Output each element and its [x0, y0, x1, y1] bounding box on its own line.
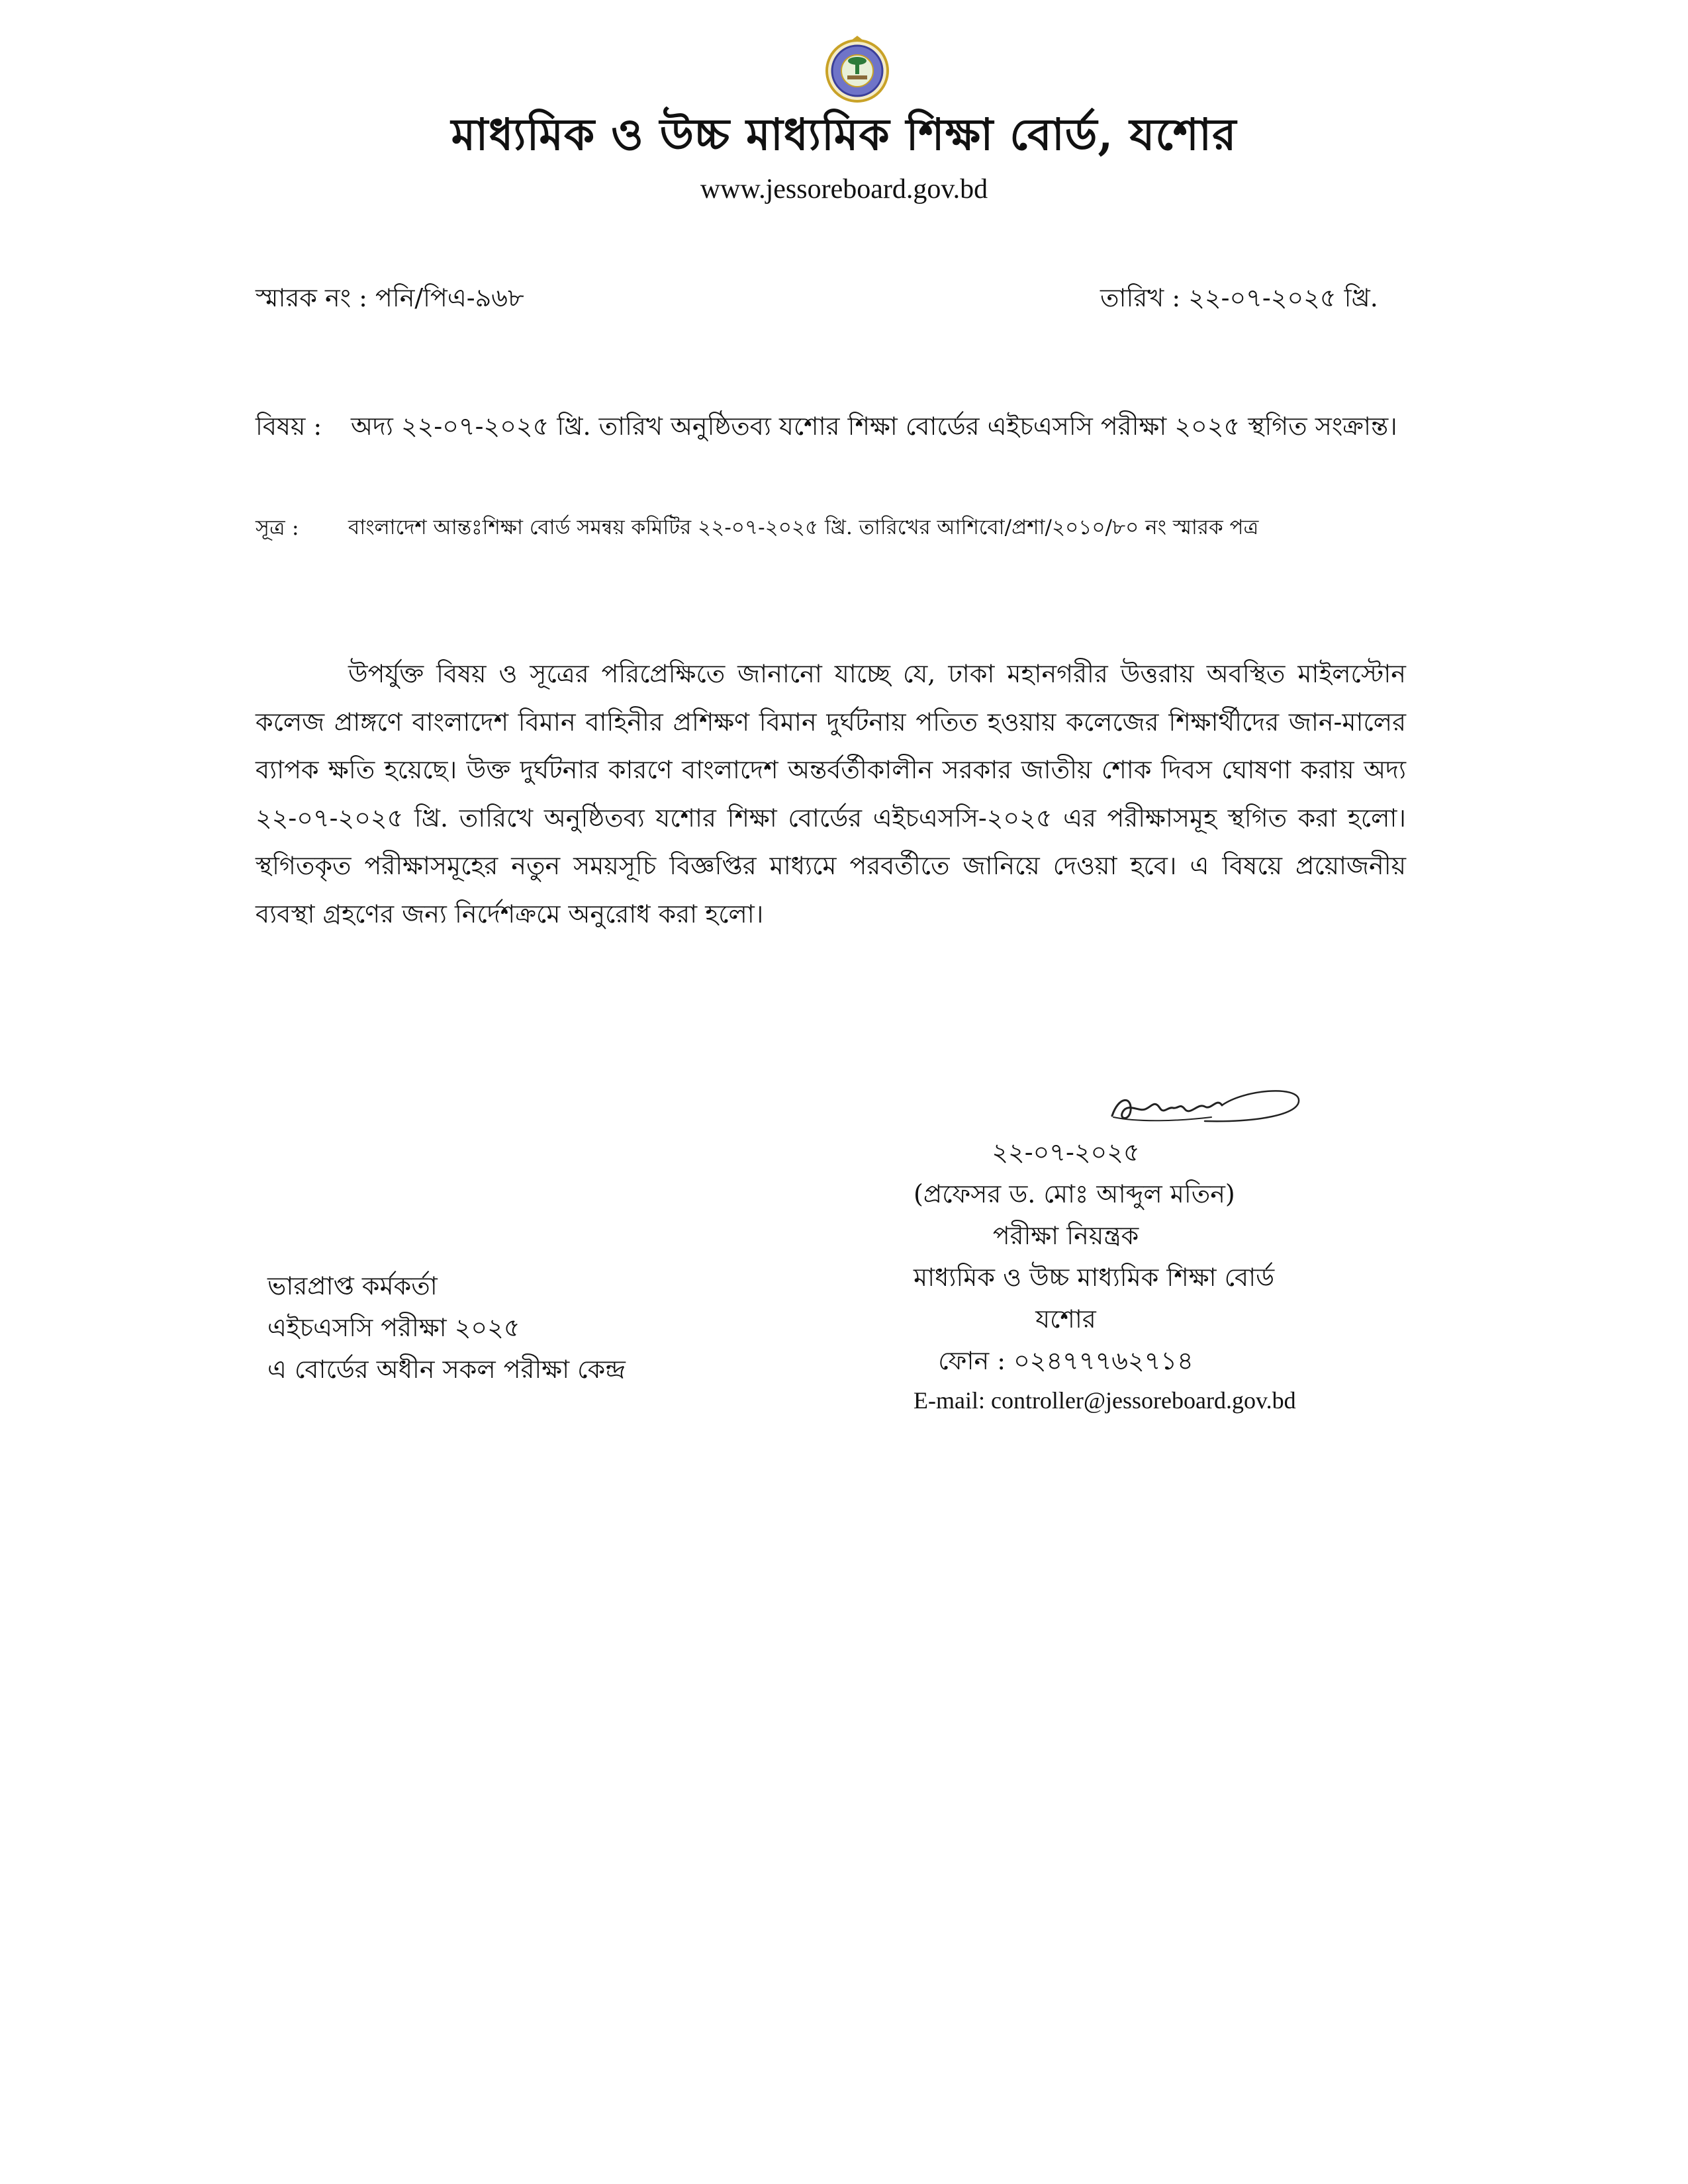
signature-date: ২২-০৭-২০২৫	[992, 1138, 1140, 1167]
memo-number: স্মারক নং : পনি/পিএ-৯৬৮	[256, 283, 524, 312]
handwritten-signature	[1099, 1083, 1311, 1136]
reference-label: সূত্র :	[256, 515, 299, 540]
reference-text: বাংলাদেশ আন্তঃশিক্ষা বোর্ড সমন্বয় কমিটির ২২-০৭-২০২৫ খ্রি. তারিখের আশিবো/প্রশা/২০১০/৮০ নং স্মারক পত্র	[348, 516, 1259, 539]
signatory-designation: পরীক্ষা নিয়ন্ত্রক	[992, 1221, 1139, 1250]
signatory-block	[914, 1132, 1296, 1419]
board-title: মাধ্যমিক ও উচ্চ মাধ্যমিক শিক্ষা বোর্ড, যশোর	[451, 109, 1237, 160]
recipient-line: এ বোর্ডের অধীন সকল পরীক্ষা কেন্দ্র	[267, 1355, 626, 1384]
board-website: www.jessoreboard.gov.bd	[700, 174, 988, 205]
signatory-email: E-mail: controller@jessoreboard.gov.bd	[914, 1387, 1296, 1414]
recipient-list	[267, 1265, 626, 1390]
signatory-name: (প্রফেসর ড. মোঃ আব্দুল মতিন)	[914, 1179, 1235, 1208]
recipient-line: এইচএসসি পরীক্ষা ২০২৫	[267, 1313, 520, 1342]
subject-label: বিষয় :	[256, 412, 322, 441]
recipient-line: ভারপ্রাপ্ত কর্মকর্তা	[267, 1271, 438, 1300]
signatory-phone: ফোন : ০২৪৭৭৭৬২৭১৪	[938, 1346, 1194, 1375]
signatory-organization: মাধ্যমিক ও উচ্চ মাধ্যমিক শিক্ষা বোর্ড	[914, 1263, 1275, 1292]
memo-date: তারিখ : ২২-০৭-২০২৫ খ্রি.	[1100, 283, 1378, 312]
signatory-city: যশোর	[1035, 1304, 1096, 1334]
body-paragraph: উপর্যুক্ত বিষয় ও সূত্রের পরিপ্রেক্ষিতে জানানো যাচ্ছে যে, ঢাকা মহানগরীর উত্তরায় অবস্থিত মাইলস্টোন কলেজ প্রাঙ্গণে বাংলাদেশ বিমান বাহিনীর প্রশিক্ষণ বিমান দুর্ঘটনায় পতিত হওয়ায় কলেজের শিক্ষার্থীদের জান-মালের ব্যাপক ক্ষতি হয়েছে। উক্ত দুর্ঘটনার কারণে বাংলাদেশ অন্তর্বর্তীকালীন সরকার জাতীয় শোক দিবস ঘোষণা করায় অদ্য ২২-০৭-২০২৫ খ্রি. তারিখে অনুষ্ঠিতব্য যশোর শিক্ষা বোর্ডের এইচএসসি-২০২৫ এর পরীক্ষাসমূহ স্থগিত করা হলো। স্থগিতকৃত পরীক্ষাসমূহের নতুন সময়সূচি বিজ্ঞপ্তির মাধ্যমে পরবর্তীতে জানিয়ে দেওয়া হবে। এ বিষয়ে প্রয়োজনীয় ব্যবস্থা গ্রহণের জন্য নির্দেশক্রমে অনুরোধ করা হলো।	[256, 659, 1406, 929]
subject-text: অদ্য ২২-০৭-২০২৫ খ্রি. তারিখ অনুষ্ঠিতব্য যশোর শিক্ষা বোর্ডের এইচএসসি পরীক্ষা ২০২৫ স্থগিত সংক্রান্ত।	[351, 412, 1397, 441]
board-logo-seal	[822, 34, 892, 105]
